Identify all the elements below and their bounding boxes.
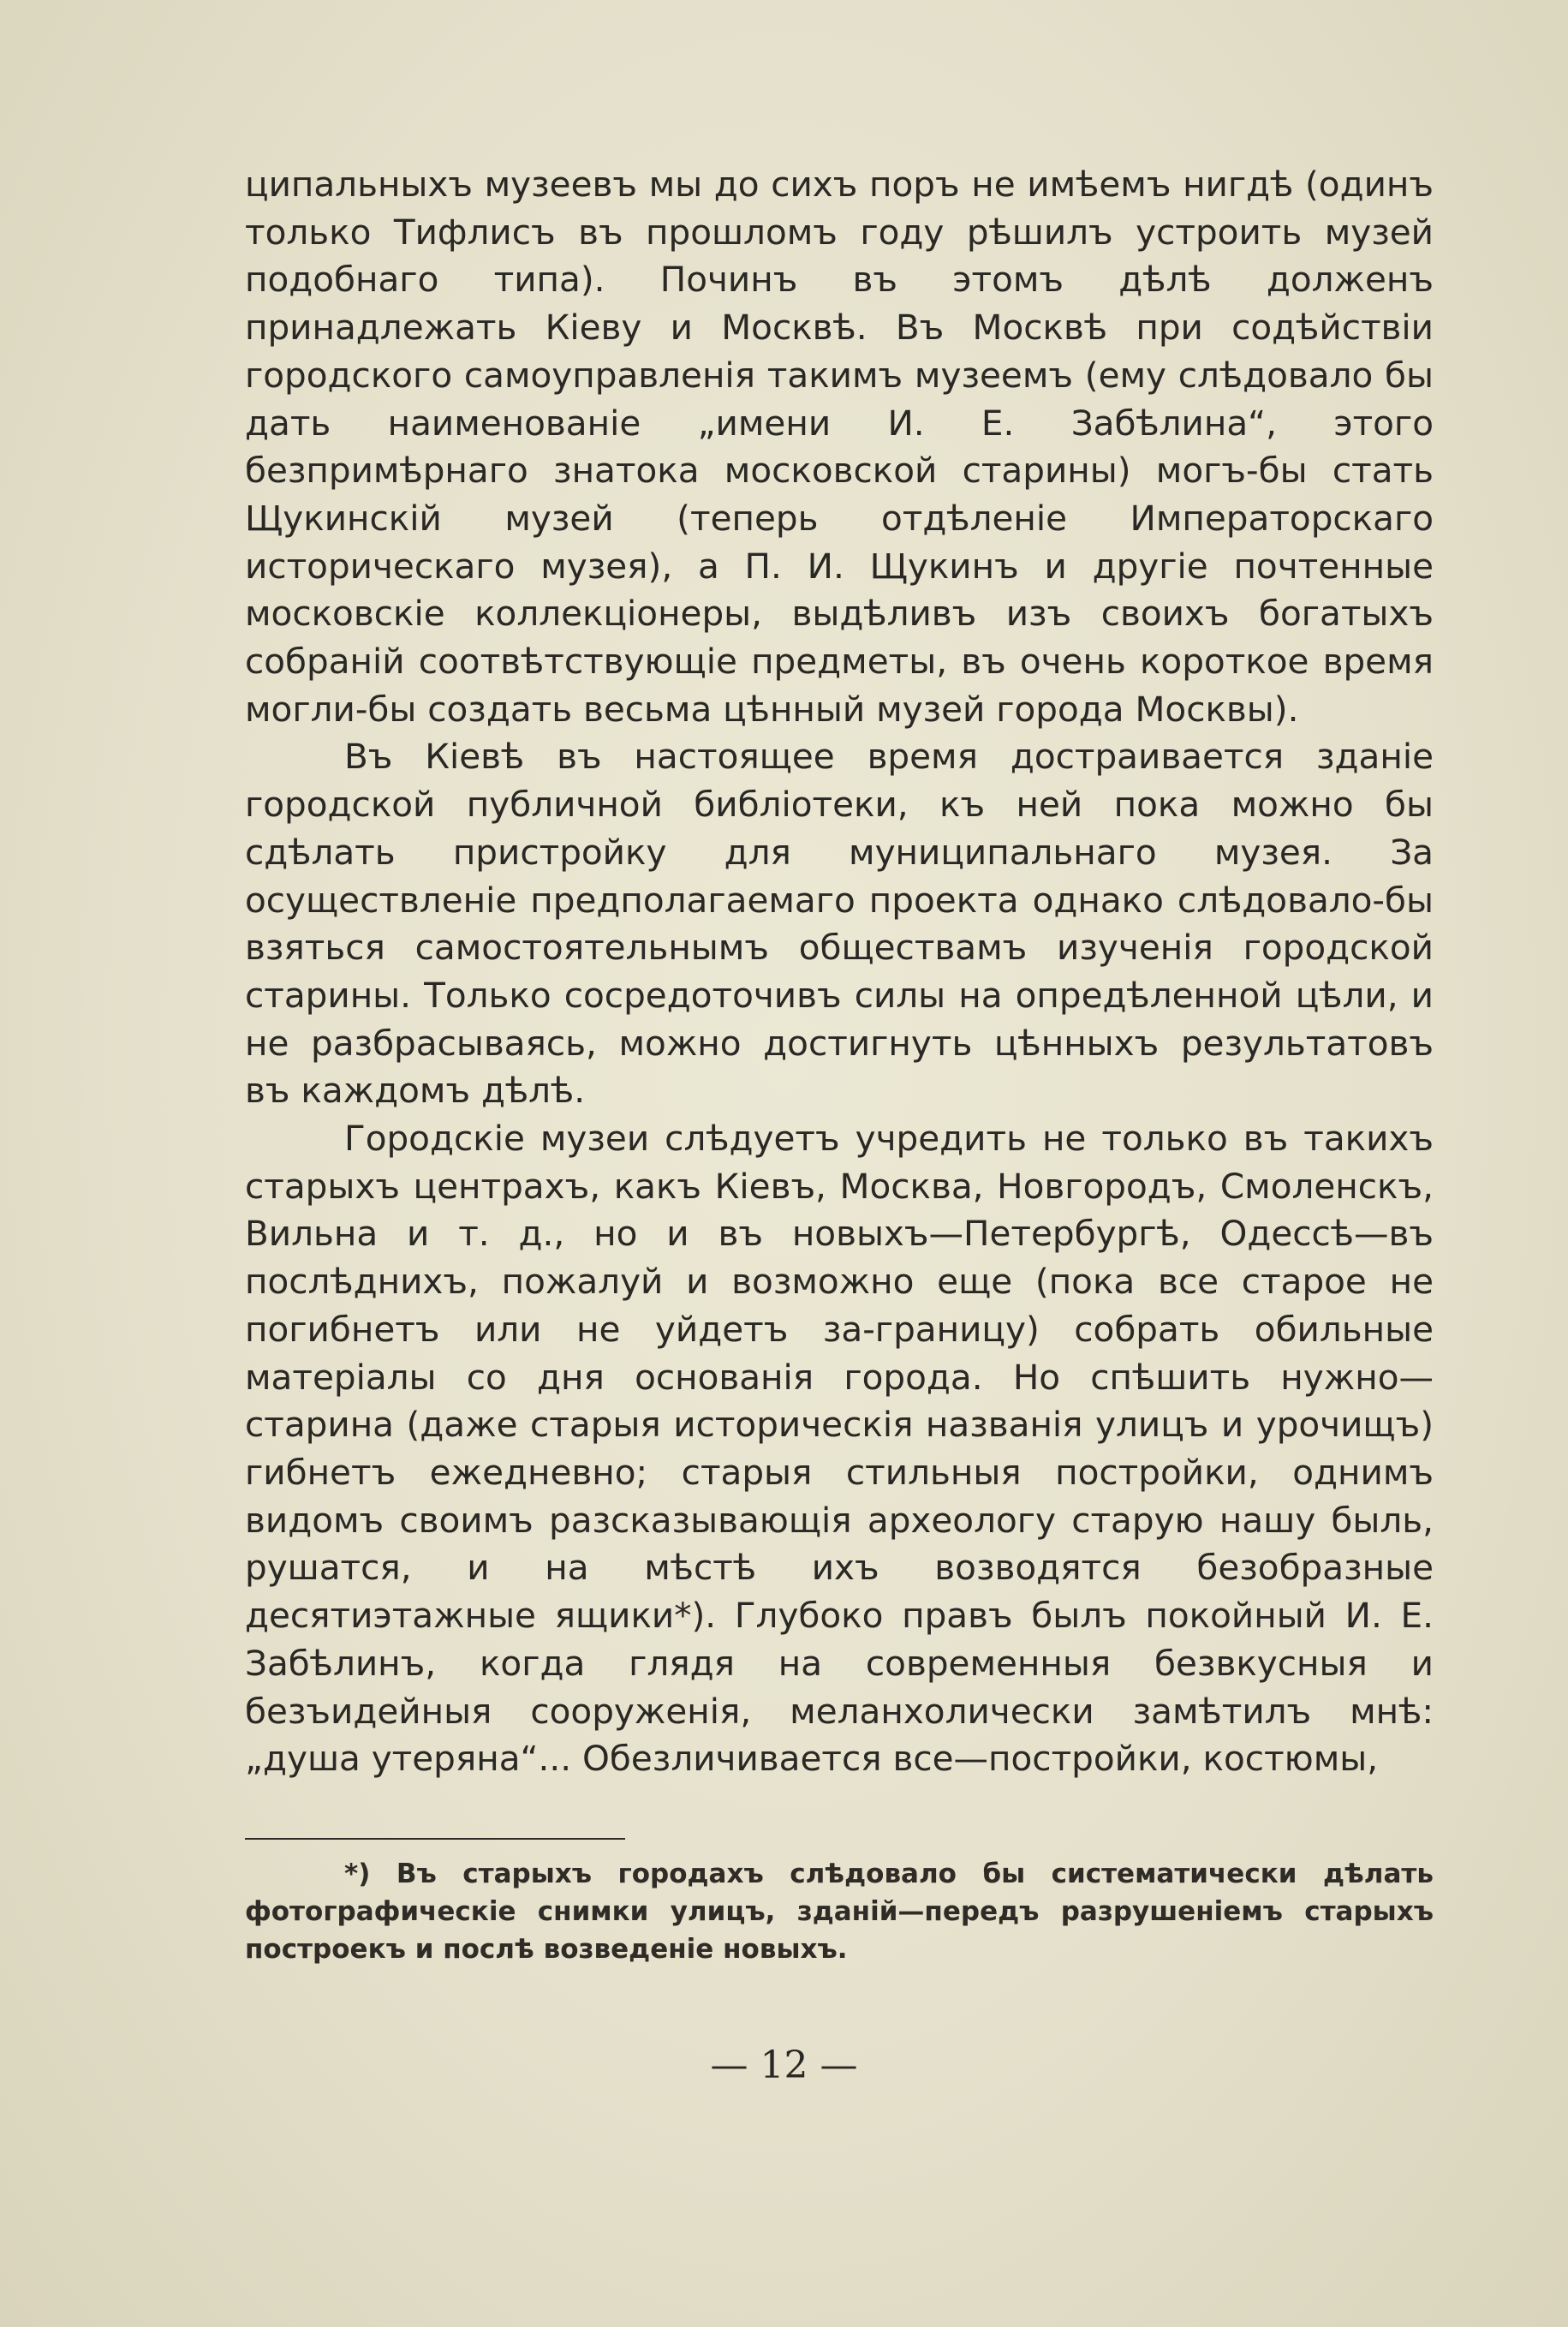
footnote: *) Въ старыхъ городахъ слѣдовало бы систематически дѣлать фотографическіе снимки улицъ, зданій—передъ разрушеніемъ старыхъ построекъ и послѣ возведеніе новыхъ. xyxy=(245,1859,1434,1965)
paragraph-city-museums: Городскіе музеи слѣдуетъ учредить не только въ такихъ старыхъ центрахъ, какъ Кіевъ, Москва, Новгородъ, Смоленскъ, Вильна и т. д., но и въ новыхъ—Петербургѣ, Одессѣ—въ послѣднихъ, пожалуй и возможно еще (пока все старое не погибнетъ или не уйдетъ за-границу) собрать обильные матеріалы со дня основанія города. Но спѣшить нужно—старина (даже старыя историческія названія улицъ и урочищъ) гибнетъ ежедневно; старыя стильныя постройки, однимъ видомъ своимъ разсказывающія археологу старую нашу быль, рушатся, и на мѣстѣ ихъ возводятся безобразные десятиэтажные ящики*). Глубоко правъ былъ покойный И. Е. Забѣлинъ, когда глядя на современныя безвкусныя и безъидейныя сооруженія, меланхолически замѣтилъ мнѣ: „душа утеряна“... Обезличивается все—постройки, костюмы, xyxy=(245,1118,1434,1780)
paragraph-kiev: Въ Кіевѣ въ настоящее время достраивается зданіе городской публичной библіотеки, къ ней пока можно бы сдѣлать пристройку для муниципальнаго музея. За осуществленіе предполагаемаго проекта однако слѣдовало-бы взяться самостоятельнымъ обществамъ изученія городской старины. Только сосредоточивъ силы на опредѣленной цѣли, и не разбрасываясь, можно достигнуть цѣнныхъ результатовъ въ каждомъ дѣлѣ. xyxy=(245,736,1434,1112)
footnote-separator xyxy=(245,1838,625,1840)
paragraph-continuation: ципальныхъ музеевъ мы до сихъ поръ не имѣемъ нигдѣ (одинъ только Тифлисъ въ прошломъ году рѣшилъ устроить музей подобнаго типа). Починъ въ этомъ дѣлѣ долженъ принадлежать Кіеву и Москвѣ. Въ Москвѣ при содѣйствіи городского самоуправленія такимъ музеемъ (ему слѣдовало бы дать наименованіе „имени И. Е. Забѣлина“, этого безпримѣрнаго знатока московской старины) могъ-бы стать Щукинскій музей (теперь отдѣленіе Императорскаго историческаго музея), а П. И. Щукинъ и другіе почтенные московскіе коллекціонеры, выдѣливъ изъ своихъ богатыхъ собраній соотвѣтствующіе предметы, въ очень короткое время могли-бы создать весьма цѣнный музей города Москвы). xyxy=(245,164,1434,730)
page-number: — 12 — xyxy=(710,2044,858,2087)
main-text xyxy=(245,161,1434,1783)
